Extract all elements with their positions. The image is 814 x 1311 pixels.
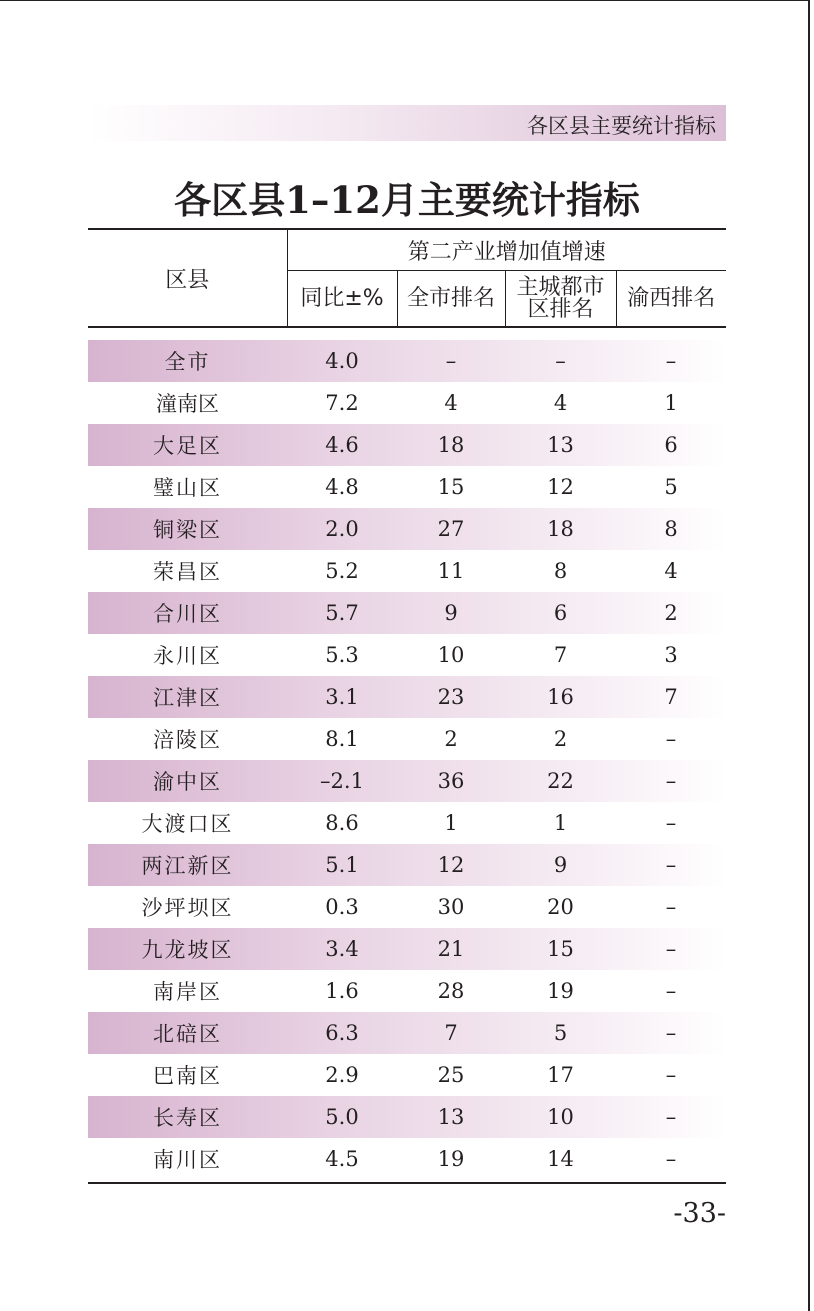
- table-row: [88, 928, 726, 970]
- metro-rank-cell: 22: [547, 769, 574, 793]
- city-rank-cell: –: [445, 349, 457, 373]
- metro-rank-cell: 17: [547, 1063, 574, 1087]
- city-rank-cell: 21: [437, 937, 465, 961]
- city-rank-cell: 1: [444, 811, 458, 835]
- city-rank-cell: 18: [437, 433, 465, 457]
- table-row: [88, 676, 726, 718]
- metro-rank-cell: 8: [553, 559, 568, 583]
- yoy-cell: 5.1: [325, 853, 359, 877]
- table-row: [88, 508, 726, 550]
- table-row: [88, 550, 726, 592]
- yoy-cell: 4.0: [325, 349, 359, 373]
- section-header-band: [88, 105, 726, 141]
- table-row: [88, 1012, 726, 1054]
- west-rank-cell: –: [665, 979, 677, 1003]
- county-name-cell: 长寿区: [153, 1106, 222, 1130]
- yoy-cell: 5.7: [325, 601, 359, 625]
- city-rank-cell: 12: [437, 853, 465, 877]
- county-name-cell: 两江新区: [141, 854, 234, 878]
- yoy-cell: 4.8: [325, 475, 359, 499]
- table-bottom-rule: [88, 1182, 726, 1184]
- yoy-cell: 2.9: [325, 1063, 359, 1087]
- county-name-cell: 南川区: [153, 1148, 222, 1172]
- yoy-cell: 8.1: [325, 727, 359, 751]
- statistics-table: [88, 228, 726, 1180]
- table-row: [88, 466, 726, 508]
- metro-rank-cell: 9: [553, 853, 568, 877]
- county-column-header: 区县: [88, 229, 287, 327]
- west-rank-cell: 1: [664, 391, 678, 415]
- table-row: [88, 844, 726, 886]
- west-rank-cell: –: [665, 349, 677, 373]
- table-row: [88, 592, 726, 634]
- metro-rank-cell: 12: [547, 475, 574, 499]
- county-name-cell: 璧山区: [153, 476, 222, 500]
- county-name-cell: 巴南区: [153, 1064, 222, 1088]
- city-rank-cell: 13: [437, 1105, 465, 1129]
- yoy-cell: 6.3: [325, 1021, 359, 1045]
- city-rank-cell: 11: [437, 559, 465, 583]
- county-name-cell: 永川区: [153, 644, 222, 668]
- table-row: [88, 424, 726, 466]
- table-row: [88, 802, 726, 844]
- yoy-cell: 3.4: [325, 937, 359, 961]
- table-row: [88, 382, 726, 424]
- city-rank-cell: 4: [444, 391, 458, 415]
- table-row: [88, 970, 726, 1012]
- yoy-cell: 5.3: [325, 643, 359, 667]
- city-rank-cell: 27: [437, 517, 465, 541]
- west-rank-cell: –: [665, 1063, 677, 1087]
- table-row: [88, 634, 726, 676]
- metro-rank-cell: 18: [547, 517, 574, 541]
- city-rank-cell: 7: [444, 1021, 458, 1045]
- statistics-table-wrapper: [88, 228, 726, 1180]
- county-name-cell: 渝中区: [153, 770, 222, 794]
- county-name-cell: 涪陵区: [153, 728, 222, 752]
- yoy-cell: –2.1: [320, 769, 364, 793]
- yoy-cell: 5.2: [325, 559, 359, 583]
- west-rank-cell: 5: [664, 475, 678, 499]
- west-rank-cell: –: [665, 1147, 677, 1171]
- yoy-cell: 2.0: [325, 517, 359, 541]
- west-rank-cell: 2: [664, 601, 678, 625]
- county-name-cell: 全市: [164, 350, 211, 374]
- table-row: [88, 886, 726, 928]
- west-rank-cell: 4: [664, 559, 678, 583]
- metro-rank-cell: –: [555, 349, 566, 373]
- county-name-cell: 荣昌区: [153, 560, 222, 584]
- west-rank-cell: –: [665, 853, 677, 877]
- city-rank-cell: 10: [437, 643, 465, 667]
- table-row: [88, 718, 726, 760]
- metro-rank-cell: 5: [553, 1021, 568, 1045]
- table-row: [88, 760, 726, 802]
- county-name-cell: 合川区: [153, 602, 222, 626]
- county-name-cell: 大足区: [153, 434, 222, 458]
- city-rank-cell: 28: [437, 979, 465, 1003]
- west-rank-column-header: 渝西排名: [616, 271, 726, 328]
- west-rank-cell: –: [665, 1021, 677, 1045]
- city-rank-cell: 19: [437, 1147, 465, 1171]
- west-rank-cell: –: [665, 727, 677, 751]
- county-name-cell: 江津区: [153, 686, 222, 710]
- metro-rank-column-header: 主城都市 区排名: [505, 271, 616, 328]
- city-rank-column-header: 全市排名: [397, 271, 505, 328]
- page-number: -33-: [673, 1198, 726, 1229]
- metro-rank-cell: 4: [553, 391, 568, 415]
- city-rank-cell: 9: [444, 601, 458, 625]
- section-header-label: 各区县主要统计指标: [527, 114, 716, 138]
- county-name-cell: 北碚区: [153, 1022, 222, 1046]
- west-rank-cell: 6: [664, 433, 678, 457]
- county-name-cell: 大渡口区: [141, 812, 234, 836]
- west-rank-cell: –: [665, 811, 677, 835]
- county-name-cell: 潼南区: [156, 392, 219, 416]
- county-name-cell: 铜梁区: [153, 518, 222, 542]
- metro-rank-cell: 7: [553, 643, 568, 667]
- yoy-column-header: 同比±%: [287, 271, 397, 328]
- yoy-cell: 3.1: [325, 685, 359, 709]
- metro-rank-cell: 6: [553, 601, 568, 625]
- county-name-cell: 南岸区: [153, 980, 222, 1004]
- city-rank-cell: 36: [437, 769, 465, 793]
- west-rank-cell: –: [665, 895, 677, 919]
- table-body: [88, 327, 726, 1180]
- city-rank-cell: 23: [437, 685, 465, 709]
- table-row: [88, 340, 726, 382]
- city-rank-cell: 25: [437, 1063, 465, 1087]
- yoy-cell: 7.2: [325, 391, 359, 415]
- west-rank-cell: –: [665, 1105, 677, 1129]
- secondary-industry-group-header: 第二产业增加值增速: [287, 229, 726, 271]
- table-header: [88, 229, 726, 327]
- west-rank-cell: 3: [664, 643, 678, 667]
- metro-rank-cell: 20: [547, 895, 574, 919]
- yoy-cell: 4.6: [325, 433, 359, 457]
- west-rank-cell: –: [665, 769, 677, 793]
- metro-rank-cell: 2: [553, 727, 568, 751]
- metro-rank-cell: 13: [547, 433, 574, 457]
- west-rank-cell: –: [665, 937, 677, 961]
- city-rank-cell: 30: [437, 895, 465, 919]
- table-row: [88, 1096, 726, 1138]
- metro-rank-cell: 1: [553, 811, 568, 835]
- metro-rank-cell: 14: [547, 1147, 574, 1171]
- yoy-cell: 5.0: [325, 1105, 359, 1129]
- county-name-cell: 九龙坡区: [141, 938, 234, 962]
- metro-rank-cell: 16: [547, 685, 574, 709]
- page-title: 各区县1–12月主要统计指标: [174, 178, 640, 222]
- yoy-cell: 8.6: [325, 811, 359, 835]
- city-rank-cell: 2: [444, 727, 458, 751]
- yoy-cell: 1.6: [325, 979, 359, 1003]
- metro-rank-cell: 10: [547, 1105, 574, 1129]
- yoy-cell: 0.3: [325, 895, 359, 919]
- city-rank-cell: 15: [437, 475, 465, 499]
- metro-rank-cell: 19: [547, 979, 574, 1003]
- table-row: [88, 1138, 726, 1180]
- table-row: [88, 1054, 726, 1096]
- yoy-cell: 4.5: [325, 1147, 359, 1171]
- county-name-cell: 沙坪坝区: [141, 896, 234, 920]
- west-rank-cell: 7: [664, 685, 678, 709]
- metro-rank-cell: 15: [547, 937, 574, 961]
- west-rank-cell: 8: [664, 517, 678, 541]
